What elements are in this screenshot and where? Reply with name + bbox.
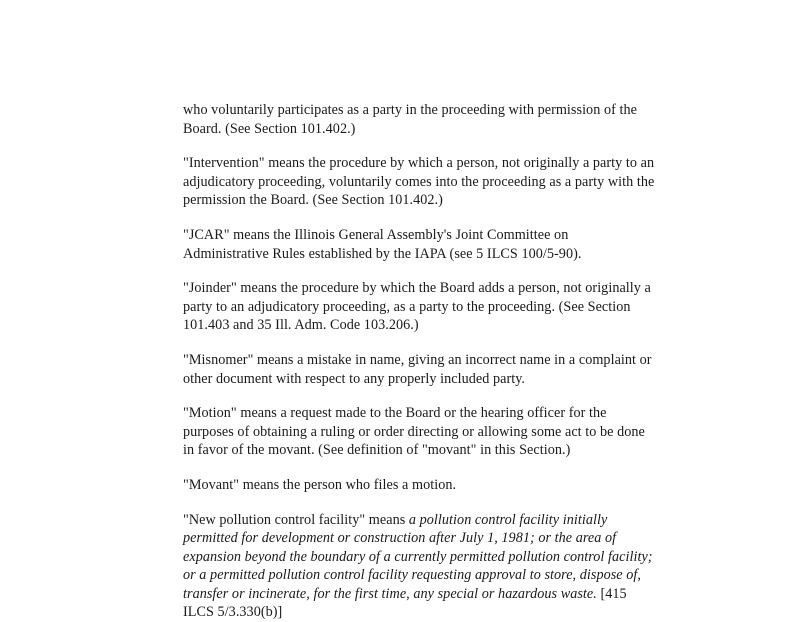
paragraph xyxy=(183,279,723,335)
text-line xyxy=(183,120,723,139)
paragraph xyxy=(183,351,723,388)
paragraph xyxy=(183,226,723,263)
text-segment: other document with respect to any properly included party. xyxy=(183,371,525,387)
text-segment: "Joinder" means the procedure by which the Board adds a person, not originally a xyxy=(183,280,651,296)
paragraph xyxy=(183,154,723,210)
text-segment: "New pollution control facility" means xyxy=(183,512,409,528)
text-line xyxy=(183,423,723,442)
text-line xyxy=(183,566,723,585)
text-line xyxy=(183,154,723,173)
text-line xyxy=(183,511,723,530)
text-segment: purposes of obtaining a ruling or order directing or allowing some act to be done xyxy=(183,424,645,440)
paragraph xyxy=(183,511,723,622)
text-line xyxy=(183,404,723,423)
text-segment: Administrative Rules established by the IAPA (see 5 ILCS 100/5-90). xyxy=(183,246,581,262)
text-line xyxy=(183,548,723,567)
text-line xyxy=(183,316,723,335)
text-segment: 101.403 and 35 Ill. Adm. Code 103.206.) xyxy=(183,317,419,333)
text-segment: adjudicatory proceeding, voluntarily comes into the proceeding as a party with the xyxy=(183,174,654,190)
text-line xyxy=(183,529,723,548)
text-line xyxy=(183,370,723,389)
text-segment: "Motion" means a request made to the Board or the hearing officer for the xyxy=(183,405,607,421)
text-line xyxy=(183,585,723,604)
text-line xyxy=(183,101,723,120)
text-segment: permission the Board. (See Section 101.402.) xyxy=(183,192,443,208)
text-segment: "Misnomer" means a mistake in name, giving an incorrect name in a complaint or xyxy=(183,352,652,368)
paragraph xyxy=(183,101,723,138)
italic-text-segment: permitted for development or construction after July 1, 1981; or the area of xyxy=(183,530,616,546)
text-line xyxy=(183,279,723,298)
text-segment: ILCS 5/3.330(b)] xyxy=(183,604,282,620)
text-line xyxy=(183,441,723,460)
paragraph xyxy=(183,476,723,495)
text-segment: [415 xyxy=(597,586,627,602)
text-line xyxy=(183,603,723,622)
text-line xyxy=(183,173,723,192)
document-body xyxy=(183,101,723,622)
italic-text-segment: expansion beyond the boundary of a currently permitted pollution control facility; xyxy=(183,549,653,565)
text-line xyxy=(183,298,723,317)
text-line xyxy=(183,351,723,370)
italic-text-segment: a pollution control facility initially xyxy=(409,512,607,528)
text-segment: in favor of the movant. (See definition of "movant" in this Section.) xyxy=(183,442,570,458)
text-line xyxy=(183,245,723,264)
text-line xyxy=(183,191,723,210)
text-segment: "Movant" means the person who files a motion. xyxy=(183,477,456,493)
text-segment: "Intervention" means the procedure by which a person, not originally a party to an xyxy=(183,155,654,171)
paragraph xyxy=(183,404,723,460)
text-line xyxy=(183,226,723,245)
text-segment: Board. (See Section 101.402.) xyxy=(183,121,355,137)
text-segment: party to an adjudicatory proceeding, as a party to the proceeding. (See Section xyxy=(183,299,631,315)
italic-text-segment: or a permitted pollution control facility requesting approval to store, dispose of, xyxy=(183,567,641,583)
text-segment: who voluntarily participates as a party in the proceeding with permission of the xyxy=(183,102,637,118)
text-line xyxy=(183,476,723,495)
italic-text-segment: transfer or incinerate, for the first time, any special or hazardous waste. xyxy=(183,586,597,602)
text-segment: "JCAR" means the Illinois General Assembly's Joint Committee on xyxy=(183,227,568,243)
